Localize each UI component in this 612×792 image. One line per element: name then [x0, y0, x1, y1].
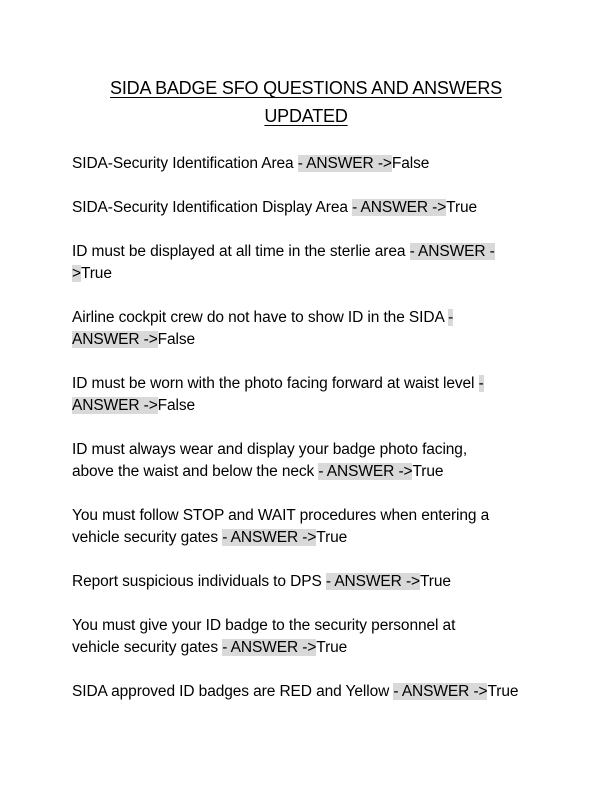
question-text: SIDA-Security Identification Display Area	[72, 199, 353, 216]
answer-marker: - ANSWER ->	[222, 639, 317, 656]
answer-marker: - ANSWER ->	[72, 309, 454, 348]
title-line-1: SIDA BADGE SFO QUESTIONS AND ANSWERS	[110, 78, 502, 98]
qa-item-10	[72, 681, 552, 703]
qa-item-3	[72, 241, 527, 285]
question-text: Airline cockpit crew do not have to show ID in the SIDA	[72, 309, 449, 326]
answer-marker: - ANSWER - >	[72, 243, 495, 282]
answer-marker: - ANSWER ->	[352, 199, 447, 216]
answer-value: True	[487, 683, 519, 700]
question-text: SIDA-Security Identification Area	[72, 155, 298, 172]
qa-item-9	[72, 615, 502, 659]
answer-marker: - ANSWER ->	[297, 155, 392, 172]
answer-value: True	[412, 463, 444, 480]
answer-marker: - ANSWER ->	[222, 529, 317, 546]
question-text: Report suspicious individuals to DPS	[72, 573, 326, 590]
answer-value: True	[419, 573, 451, 590]
question-text: You must follow STOP and WAIT procedures when entering a vehicle security gates	[72, 507, 490, 546]
answer-value: True	[80, 265, 112, 282]
qa-item-6	[72, 439, 512, 483]
answer-value: False	[157, 397, 196, 414]
qa-item-5	[72, 373, 532, 417]
answer-marker: - ANSWER ->	[393, 683, 488, 700]
answer-value: False	[391, 155, 430, 172]
answer-marker: - ANSWER ->	[318, 463, 413, 480]
question-text: SIDA approved ID badges are RED and Yellow	[72, 683, 394, 700]
qa-item-7	[72, 505, 532, 549]
qa-item-2	[72, 197, 542, 219]
title-line-2: UPDATED	[264, 106, 348, 126]
question-text: You must give your ID badge to the security personnel at vehicle security gates	[72, 617, 456, 656]
question-text: ID must be worn with the photo facing forward at waist level	[72, 375, 479, 392]
qa-item-8	[72, 571, 542, 593]
answer-marker: - ANSWER ->	[325, 573, 420, 590]
answer-value: True	[316, 639, 348, 656]
question-text: ID must be displayed at all time in the sterlie area	[72, 243, 410, 260]
answer-value: True	[316, 529, 348, 546]
answer-marker: - ANSWER ->	[72, 375, 484, 414]
question-text: ID must always wear and display your badge photo facing, above the waist and below the neck	[72, 441, 468, 480]
qa-item-4	[72, 307, 492, 351]
page-title	[60, 74, 552, 130]
answer-value: False	[157, 331, 196, 348]
answer-value: True	[446, 199, 478, 216]
qa-item-1	[72, 153, 542, 175]
